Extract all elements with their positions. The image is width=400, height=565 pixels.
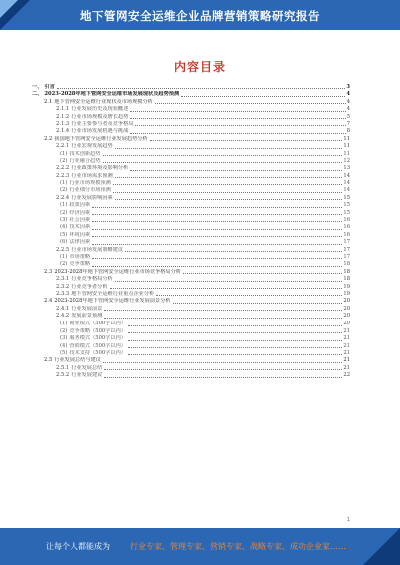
toc-entry[interactable]: [32, 91, 350, 98]
toc-entry-page: 16: [343, 224, 350, 231]
toc-entry-title: 地下管网安全运维行业重点企业分析: [71, 290, 155, 297]
toc-entry[interactable]: [32, 232, 350, 239]
toc-leader-dots: [92, 221, 342, 222]
toc-entry[interactable]: [32, 365, 350, 372]
toc-entry[interactable]: [32, 165, 350, 172]
toc-entry[interactable]: [32, 306, 350, 313]
toc-entry-page: 4: [346, 98, 350, 105]
toc-leader-dots: [104, 310, 342, 311]
toc-entry-number: (1): [60, 150, 68, 157]
toc-entry-title: 发展前景预测: [71, 313, 103, 320]
toc-entry-title: 行业发展总结: [71, 364, 103, 371]
toc-entry[interactable]: [32, 269, 350, 276]
toc-entry-page: 19: [343, 290, 350, 297]
toc-leader-dots: [181, 96, 345, 97]
toc-entry-title: 行业政策环境及影响分析: [71, 165, 129, 172]
toc-leader-dots: [130, 111, 345, 112]
toc-entry-page: 21: [343, 335, 350, 342]
toc-entry-title: 2023-2028年地下管网安全运维市场发展现状及趋势预测: [44, 91, 180, 98]
toc-entry-title: 政策因素: [69, 202, 91, 209]
toc-leader-dots: [128, 332, 342, 333]
toc-entry-number: (2): [60, 157, 68, 164]
toc-entry-page: 14: [343, 172, 350, 179]
toc-leader-dots: [104, 369, 342, 370]
toc-entry-page: 13: [343, 165, 350, 172]
toc-leader-dots: [92, 236, 342, 237]
toc-entry[interactable]: [32, 321, 350, 328]
footer-banner: [0, 528, 400, 565]
toc-entry-title: 行业宏观发展趋势: [71, 143, 113, 150]
toc-entry-page: 16: [343, 217, 350, 224]
toc-entry-page: 21: [343, 327, 350, 334]
toc-entry[interactable]: [32, 276, 350, 283]
toc-entry-page: 17: [343, 253, 350, 260]
toc-entry[interactable]: [32, 254, 350, 261]
toc-entry-title: 行业融合趋势: [69, 157, 101, 164]
toc-title: 内容目录: [173, 60, 226, 74]
toc-entry[interactable]: [32, 143, 350, 150]
toc-leader-dots: [115, 281, 343, 282]
toc-entry-number: 2.1.2: [56, 113, 70, 120]
toc-leader-dots: [135, 125, 345, 126]
toc-entry-title: 经济因素: [69, 209, 91, 216]
toc-entry-title: 行业市场规模预测: [69, 180, 111, 187]
toc-entry-number: 2.2.4: [56, 194, 70, 201]
toc-entry-page: 7: [346, 120, 350, 127]
toc-entry-number: 二、: [32, 91, 43, 98]
toc-leader-dots: [113, 192, 343, 193]
toc-entry-title: 行业发展建议: [71, 372, 103, 379]
toc-entry[interactable]: [32, 261, 350, 268]
toc-entry-page: 3: [346, 84, 350, 90]
toc-entry-title: 行业市场发展机遇与挑战: [71, 128, 129, 135]
toc-entry-page: 14: [343, 180, 350, 187]
toc-entry-number: 2.3.1: [56, 276, 70, 283]
toc-entry-number: (1): [60, 320, 68, 327]
toc-leader-dots: [103, 362, 342, 363]
toc-entry-page: 18: [343, 261, 350, 268]
toc-entry-title: 行业市场规模及增长趋势: [71, 113, 129, 120]
toc-entry[interactable]: [32, 187, 350, 194]
toc-entry-number: 2.2.5: [56, 246, 70, 253]
toc-entry-title: 引言: [44, 84, 55, 90]
toc-entry-number: (1): [60, 180, 68, 187]
toc-entry[interactable]: [32, 114, 350, 121]
toc-entry[interactable]: [32, 195, 350, 202]
toc-entry-page: 21: [343, 350, 350, 357]
toc-entry-title: 行业市场发展策略建议: [71, 246, 124, 253]
toc-entry-title: 2023-2028年地下管网安全运维行业发展前景分析: [54, 298, 171, 305]
toc-entry-title: 行业竞争格局分析: [71, 276, 113, 283]
toc-entry-title: 技术支持（500字以内）: [69, 350, 126, 357]
toc-leader-dots: [128, 347, 342, 348]
toc-entry-page: 20: [343, 313, 350, 320]
toc-entry-title: 环境因素: [69, 231, 91, 238]
toc-entry-number: 2.5.1: [56, 364, 70, 371]
toc-entry-title: 市场策略: [69, 253, 91, 260]
toc-entry-number: (3): [60, 335, 68, 342]
toc-entry-page: 15: [343, 209, 350, 216]
toc-entry-number: (4): [60, 224, 68, 231]
toc-entry[interactable]: [32, 247, 350, 254]
toc-entry[interactable]: [32, 335, 350, 342]
toc-entry-page: 19: [343, 283, 350, 290]
toc-entry-page: 14: [343, 187, 350, 194]
footer-slogan: 让每个人都能成为: [46, 542, 110, 551]
toc-leader-dots: [173, 303, 343, 304]
toc-entry-title: 行业主要参与者及竞争格局: [71, 120, 134, 127]
toc-entry-title: 商业模式（500字以内）: [69, 320, 126, 327]
toc-leader-dots: [104, 377, 342, 378]
toc-leader-dots: [130, 118, 345, 119]
toc-entry[interactable]: [32, 239, 350, 246]
toc-entry-page: 11: [343, 150, 350, 157]
toc-leader-dots: [128, 354, 342, 355]
toc-entry[interactable]: [32, 217, 350, 224]
toc-leader-dots: [183, 273, 342, 274]
toc-leader-dots: [92, 214, 342, 215]
toc-entry[interactable]: [32, 99, 350, 106]
toc-entry-title: 竞争策略（500字以内）: [69, 327, 126, 334]
toc-entry[interactable]: [32, 158, 350, 165]
toc-entry-number: (4): [60, 342, 68, 349]
toc-entry-title: 地下管网安全运维行业现状及市场规模分析: [54, 98, 153, 105]
toc-entry-page: 4: [346, 106, 350, 113]
toc-entry-page: 20: [343, 320, 350, 327]
toc-entry-page: 20: [343, 305, 350, 312]
page-number: 1: [346, 517, 350, 523]
toc-entry-number: 2.1.1: [56, 106, 70, 113]
toc-entry-title: 行业发展前景: [71, 305, 103, 312]
toc-entry-number: 2.3.2: [56, 283, 70, 290]
toc-entry[interactable]: [32, 121, 350, 128]
toc-leader-dots: [92, 266, 342, 267]
toc-entry[interactable]: [32, 84, 350, 91]
toc-leader-dots: [130, 170, 342, 171]
toc-entry-number: 2.2: [44, 135, 53, 142]
toc-entry[interactable]: [32, 136, 350, 143]
toc-entry[interactable]: [32, 298, 350, 305]
toc-leader-dots: [128, 325, 342, 326]
toc-entry-number: (2): [60, 209, 68, 216]
toc-leader-dots: [115, 177, 343, 178]
header-banner: [0, 0, 400, 30]
footer-decoration: [363, 528, 400, 565]
toc-leader-dots: [104, 318, 342, 319]
report-title: 地下管网安全运维企业品牌营销策略研究报告: [80, 9, 320, 23]
toc-entry-number: 2.4.1: [56, 305, 70, 312]
toc-entry-page: 5: [346, 113, 350, 120]
table-of-contents: [32, 84, 350, 380]
toc-entry-page: 15: [343, 194, 350, 201]
toc-entry-title: 技术创新趋势: [69, 150, 101, 157]
toc-entry-number: 2.2.3: [56, 172, 70, 179]
toc-entry[interactable]: [32, 106, 350, 113]
toc-entry[interactable]: [32, 210, 350, 217]
toc-entry[interactable]: [32, 284, 350, 291]
toc-leader-dots: [92, 229, 342, 230]
toc-entry-title: 行业发展影响因素: [71, 194, 113, 201]
toc-entry-page: 18: [343, 268, 350, 275]
toc-entry-page: 11: [343, 143, 350, 150]
toc-entry-page: 21: [343, 357, 350, 364]
toc-entry-number: (2): [60, 261, 68, 268]
toc-entry-title: 行业细分市场预测: [69, 187, 111, 194]
toc-entry[interactable]: [32, 180, 350, 187]
toc-entry-title: 技术因素: [69, 224, 91, 231]
toc-entry-number: 2.4.2: [56, 313, 70, 320]
toc-entry[interactable]: [32, 291, 350, 298]
toc-entry-number: (5): [60, 350, 68, 357]
toc-entry-title: 行业发展历史及现状概述: [71, 106, 129, 113]
toc-entry-title: 行业发展总结与建议: [54, 357, 101, 364]
toc-entry-number: (1): [60, 202, 68, 209]
toc-entry-number: (5): [60, 231, 68, 238]
toc-entry-page: 15: [343, 202, 350, 209]
toc-entry-number: 一、: [32, 84, 43, 90]
toc-entry-number: 2.1: [44, 98, 53, 105]
toc-entry-page: 11: [343, 135, 350, 142]
toc-entry[interactable]: [32, 350, 350, 357]
toc-leader-dots: [92, 244, 342, 245]
toc-entry-title: 法律因素: [69, 239, 91, 246]
toc-entry-number: (6): [60, 239, 68, 246]
toc-entry-number: 2.2.1: [56, 143, 70, 150]
toc-entry-number: (3): [60, 217, 68, 224]
toc-entry-page: 4: [346, 91, 350, 98]
toc-entry-page: 17: [343, 239, 350, 246]
toc-entry-title: 社会因素: [69, 217, 91, 224]
toc-entry-page: 21: [343, 342, 350, 349]
toc-entry-title: 营销模式（500字以内）: [69, 342, 126, 349]
toc-leader-dots: [115, 148, 343, 149]
toc-entry-number: 2.1.4: [56, 128, 70, 135]
toc-entry-title: 行业竞争者分析: [71, 283, 108, 290]
toc-entry-page: 16: [343, 231, 350, 238]
toc-leader-dots: [92, 207, 342, 208]
toc-entry-number: (2): [60, 327, 68, 334]
toc-entry-page: 12: [343, 157, 350, 164]
toc-entry-title: 我国地下管网安全运维行业发展趋势分析: [54, 135, 148, 142]
toc-entry-number: (1): [60, 253, 68, 260]
toc-entry-number: 2.4: [44, 298, 53, 305]
toc-entry[interactable]: [32, 128, 350, 135]
toc-entry[interactable]: [32, 372, 350, 379]
toc-leader-dots: [156, 295, 342, 296]
toc-entry-title: 竞争策略: [69, 261, 91, 268]
toc-leader-dots: [110, 288, 343, 289]
toc-entry-number: 2.3: [44, 268, 53, 275]
toc-leader-dots: [115, 199, 343, 200]
toc-entry-number: 2.5.2: [56, 372, 70, 379]
toc-leader-dots: [57, 88, 346, 89]
footer-slogan-highlight: 行业专家、管理专家、营销专家、战略专家、成功企业家……: [130, 542, 346, 551]
toc-leader-dots: [128, 340, 342, 341]
toc-leader-dots: [155, 103, 346, 104]
toc-leader-dots: [92, 258, 342, 259]
toc-leader-dots: [150, 140, 343, 141]
toc-entry[interactable]: [32, 328, 350, 335]
toc-entry-page: 22: [343, 372, 350, 379]
toc-entry[interactable]: [32, 224, 350, 231]
toc-entry[interactable]: [32, 357, 350, 364]
toc-entry-number: 2.1.3: [56, 120, 70, 127]
toc-entry-number: 2.2.2: [56, 165, 70, 172]
toc-entry-page: 20: [343, 298, 350, 305]
toc-entry[interactable]: [32, 173, 350, 180]
toc-leader-dots: [130, 133, 345, 134]
toc-leader-dots: [103, 155, 343, 156]
toc-entry[interactable]: [32, 313, 350, 320]
toc-entry-title: 2023-2028年地下管网安全运维行业市场竞争格局分析: [54, 268, 181, 275]
toc-entry-page: 17: [343, 246, 350, 253]
toc-leader-dots: [113, 184, 343, 185]
toc-leader-dots: [125, 251, 342, 252]
toc-entry-title: 服务模式（500字以内）: [69, 335, 126, 342]
toc-leader-dots: [103, 162, 343, 163]
toc-entry[interactable]: [32, 151, 350, 158]
toc-entry[interactable]: [32, 202, 350, 209]
toc-entry-title: 行业市场需求预测: [71, 172, 113, 179]
toc-entry-page: 8: [346, 128, 350, 135]
toc-entry-page: 18: [343, 276, 350, 283]
toc-entry-number: 2.5: [44, 357, 53, 364]
toc-entry-number: 2.3.3: [56, 290, 70, 297]
toc-entry-page: 21: [343, 364, 350, 371]
toc-entry[interactable]: [32, 343, 350, 350]
toc-entry-number: (2): [60, 187, 68, 194]
